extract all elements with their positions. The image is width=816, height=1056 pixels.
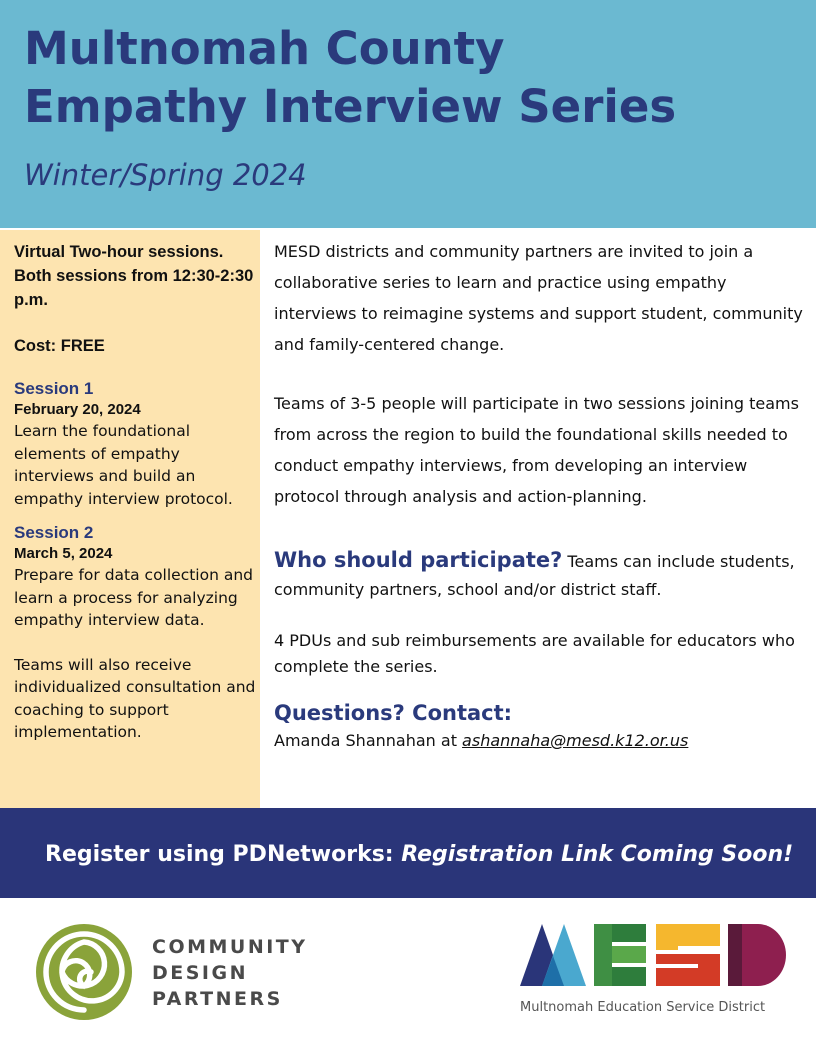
contact-name: Amanda Shannahan at bbox=[274, 731, 463, 750]
who-text: Teams can include students, community partners, school and/or district staff. bbox=[274, 552, 795, 599]
mesd-caption: Multnomah Education Service District bbox=[520, 1000, 766, 1015]
session-1-description: Learn the foundational elements of empathy interviews and build an empathy interview protocol. bbox=[14, 422, 233, 508]
session-1-date: February 20, 2024 bbox=[14, 401, 141, 418]
session-2-description: Prepare for data collection and learn a process for analyzing empathy interview data. bbox=[14, 566, 254, 629]
cost-label: Cost: FREE bbox=[14, 337, 105, 355]
pdu-paragraph: 4 PDUs and sub reimbursements are available for educators who complete the series. bbox=[274, 631, 795, 676]
register-label: Register using PDNetworks: bbox=[45, 842, 402, 867]
page-title bbox=[24, 20, 676, 136]
cdp-wordmark bbox=[152, 934, 308, 1012]
contact-line bbox=[274, 728, 806, 754]
who-heading: Who should participate? bbox=[274, 548, 563, 572]
header-banner bbox=[0, 0, 816, 228]
mesd-letters-icon bbox=[520, 920, 790, 990]
main-content bbox=[274, 236, 806, 754]
mesd-logo bbox=[520, 920, 800, 1030]
title-line-1: Multnomah County bbox=[24, 22, 505, 75]
sidebar bbox=[0, 230, 260, 808]
questions-heading: Questions? Contact: bbox=[274, 701, 513, 725]
contact-email-link[interactable]: ashannaha@mesd.k12.or.us bbox=[462, 731, 689, 750]
intro-paragraph: MESD districts and community partners are invited to join a collaborative series to learn and practice using empathy interviews to reimagine systems and support student, community and family-centered change. bbox=[274, 242, 803, 354]
page-subtitle: Winter/Spring 2024 bbox=[24, 158, 307, 192]
cdp-line-1: COMMUNITY bbox=[152, 936, 308, 958]
cdp-line-2: DESIGN bbox=[152, 962, 249, 984]
session-2-date: March 5, 2024 bbox=[14, 545, 113, 562]
title-line-2: Empathy Interview Series bbox=[24, 80, 677, 133]
register-banner bbox=[0, 808, 816, 898]
registration-link[interactable]: Registration Link Coming Soon! bbox=[401, 842, 794, 867]
session-1-heading: Session 1 bbox=[14, 379, 94, 398]
teams-paragraph: Teams of 3-5 people will participate in two sessions joining teams from across the region to build the foundational skills needed to conduct empathy interviews, from developing an interview protocol through analysis and action-planning. bbox=[274, 394, 799, 506]
cdp-line-3: PARTNERS bbox=[152, 988, 283, 1010]
sidebar-closing: Teams will also receive individualized consultation and coaching to support implementation. bbox=[14, 655, 256, 741]
spiral-icon bbox=[34, 922, 134, 1022]
session-format: Virtual Two-hour sessions. Both sessions from 12:30-2:30 p.m. bbox=[14, 243, 254, 309]
session-2-heading: Session 2 bbox=[14, 523, 94, 542]
who-section bbox=[274, 546, 806, 604]
community-design-partners-logo bbox=[34, 922, 334, 1022]
